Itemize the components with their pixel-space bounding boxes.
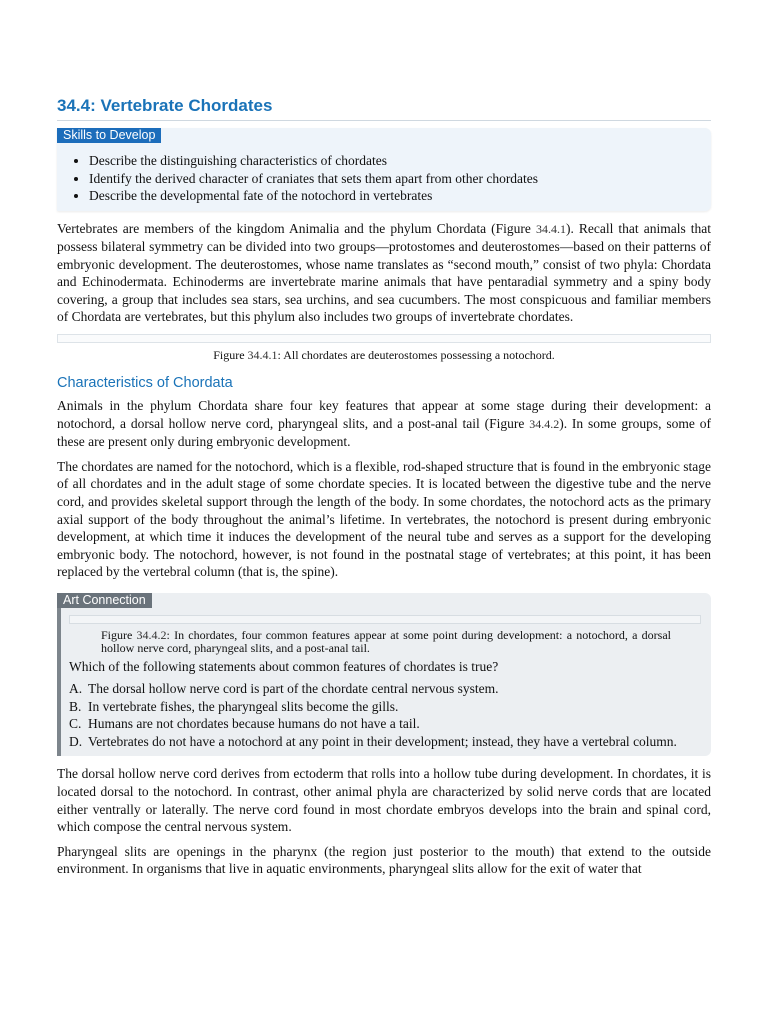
quiz-option-c bbox=[69, 715, 701, 733]
chordata-paragraph-1 bbox=[57, 397, 711, 451]
quiz-option-b bbox=[69, 698, 701, 716]
figure-link[interactable]: 34.4.1 bbox=[535, 221, 566, 236]
art-caption-text: : In chordates, four common features appear at some point during development: a notochord, a dorsal hollow nerve cord, pharyngeal slits, and a post-anal tail. bbox=[101, 628, 671, 655]
skills-box bbox=[57, 128, 711, 211]
option-text: The dorsal hollow nerve cord is part of the chordate central nervous system. bbox=[88, 681, 499, 696]
option-letter: A. bbox=[69, 681, 83, 696]
art-caption-ref: 34.4.2 bbox=[136, 628, 167, 642]
skills-item: • Describe the distinguishing characteristics of chordates bbox=[89, 152, 701, 170]
skills-list bbox=[71, 152, 701, 205]
art-figure-placeholder bbox=[69, 615, 701, 624]
skills-label: Skills to Develop bbox=[57, 128, 161, 143]
page-content bbox=[57, 96, 711, 878]
figure-caption-text: : All chordates are deuterostomes possessing a notochord. bbox=[277, 348, 555, 363]
figure-image-placeholder bbox=[57, 334, 711, 343]
intro-text-start: Vertebrates are members of the kingdom Animalia and the phylum Chordata (Figure bbox=[57, 220, 536, 236]
option-letter: B. bbox=[69, 698, 82, 714]
art-figure-caption bbox=[101, 629, 671, 654]
figure-caption-ref: 34.4.1 bbox=[247, 348, 278, 363]
option-letter: C. bbox=[69, 716, 82, 732]
intro-text-end: ). Recall that animals that possess bilateral symmetry can be divided into two groups—protostomes and deuterostomes—based on their patterns of embryonic development. The deuterostomes, whose name translates as “second mouth,” consist of two phyla: Chordata and Echinodermata. Echinoderms are invertebrate marine animals that have pentaradial symmetry and a spiny body covering, a group that includes sea stars, sea urchins, and sea cucumbers. The most conspicuous and familiar members of Chordata are vertebrates, but this phylum also includes two groups of invertebrate chordates. bbox=[57, 220, 711, 325]
section-heading: Characteristics of Chordata bbox=[57, 375, 233, 392]
quiz-options bbox=[69, 680, 701, 750]
quiz-option-a bbox=[69, 680, 701, 698]
option-text: Vertebrates do not have a notochord at any point in their development; instead, they have a vertebral column. bbox=[88, 733, 677, 749]
quiz-question: Which of the following statements about common features of chordates is true? bbox=[69, 659, 499, 674]
option-text: In vertebrate fishes, the pharyngeal slits become the gills. bbox=[88, 698, 399, 714]
option-letter: D. bbox=[69, 733, 83, 749]
art-connection-label: Art Connection bbox=[57, 593, 152, 608]
nerve-cord-paragraph: The dorsal hollow nerve cord derives from ectoderm that rolls into a hollow tube during development. In chordates, it is located dorsal to the notochord. In contrast, other animal phyla are characterized by solid nerve cords that are located either ventrally or laterally. The nerve cord found in most chordate embryos develops into the brain and spinal cord, which compose the central nervous system. bbox=[57, 766, 711, 835]
figure-link[interactable]: 34.4.2 bbox=[529, 416, 560, 431]
page-title: 34.4: Vertebrate Chordates bbox=[57, 96, 711, 121]
figure-caption bbox=[57, 348, 711, 363]
option-text: Humans are not chordates because humans do not have a tail. bbox=[88, 716, 420, 732]
figure-caption-prefix: Figure bbox=[213, 348, 248, 363]
skills-item: • Describe the developmental fate of the notochord in vertebrates bbox=[89, 187, 701, 205]
chordata-paragraph-2: The chordates are named for the notochord, which is a flexible, rod-shaped structure that is found in the embryonic stage of all chordates and in the adult stage of some chordate species. It is located between the digestive tube and the nerve cord, and provides skeletal support through the length of the body. In some chordates, the notochord acts as the primary axial support of the body throughout the animal’s lifetime. In vertebrates, the notochord is present during embryonic development, at which time it induces the development of the neural tube and serves as a support for the developing embryonic body. The notochord, however, is not found in the postnatal stage of vertebrates; at this point, it has been replaced by the vertebral column (that is, the spine). bbox=[57, 458, 711, 580]
skills-item: • Identify the derived character of craniates that sets them apart from other chordates bbox=[89, 170, 701, 188]
chordata-text-end: ). In some groups, some of these are present only during embryonic development. bbox=[57, 415, 711, 450]
chordata-text-start: Animals in the phylum Chordata share four key features that appear at some stage during their development: a notochord, a dorsal hollow nerve cord, pharyngeal slits, and a post-anal tail (Figure bbox=[57, 398, 711, 431]
art-connection-box bbox=[57, 593, 711, 756]
quiz-option-d bbox=[69, 733, 701, 751]
art-caption-prefix: Figure bbox=[101, 628, 137, 642]
intro-paragraph bbox=[57, 220, 711, 327]
pharyngeal-paragraph: Pharyngeal slits are openings in the pharynx (the region just posterior to the mouth) that extend to the outside environment. In organisms that live in aquatic environments, pharyngeal slits allow for the exit of water that bbox=[57, 843, 711, 877]
